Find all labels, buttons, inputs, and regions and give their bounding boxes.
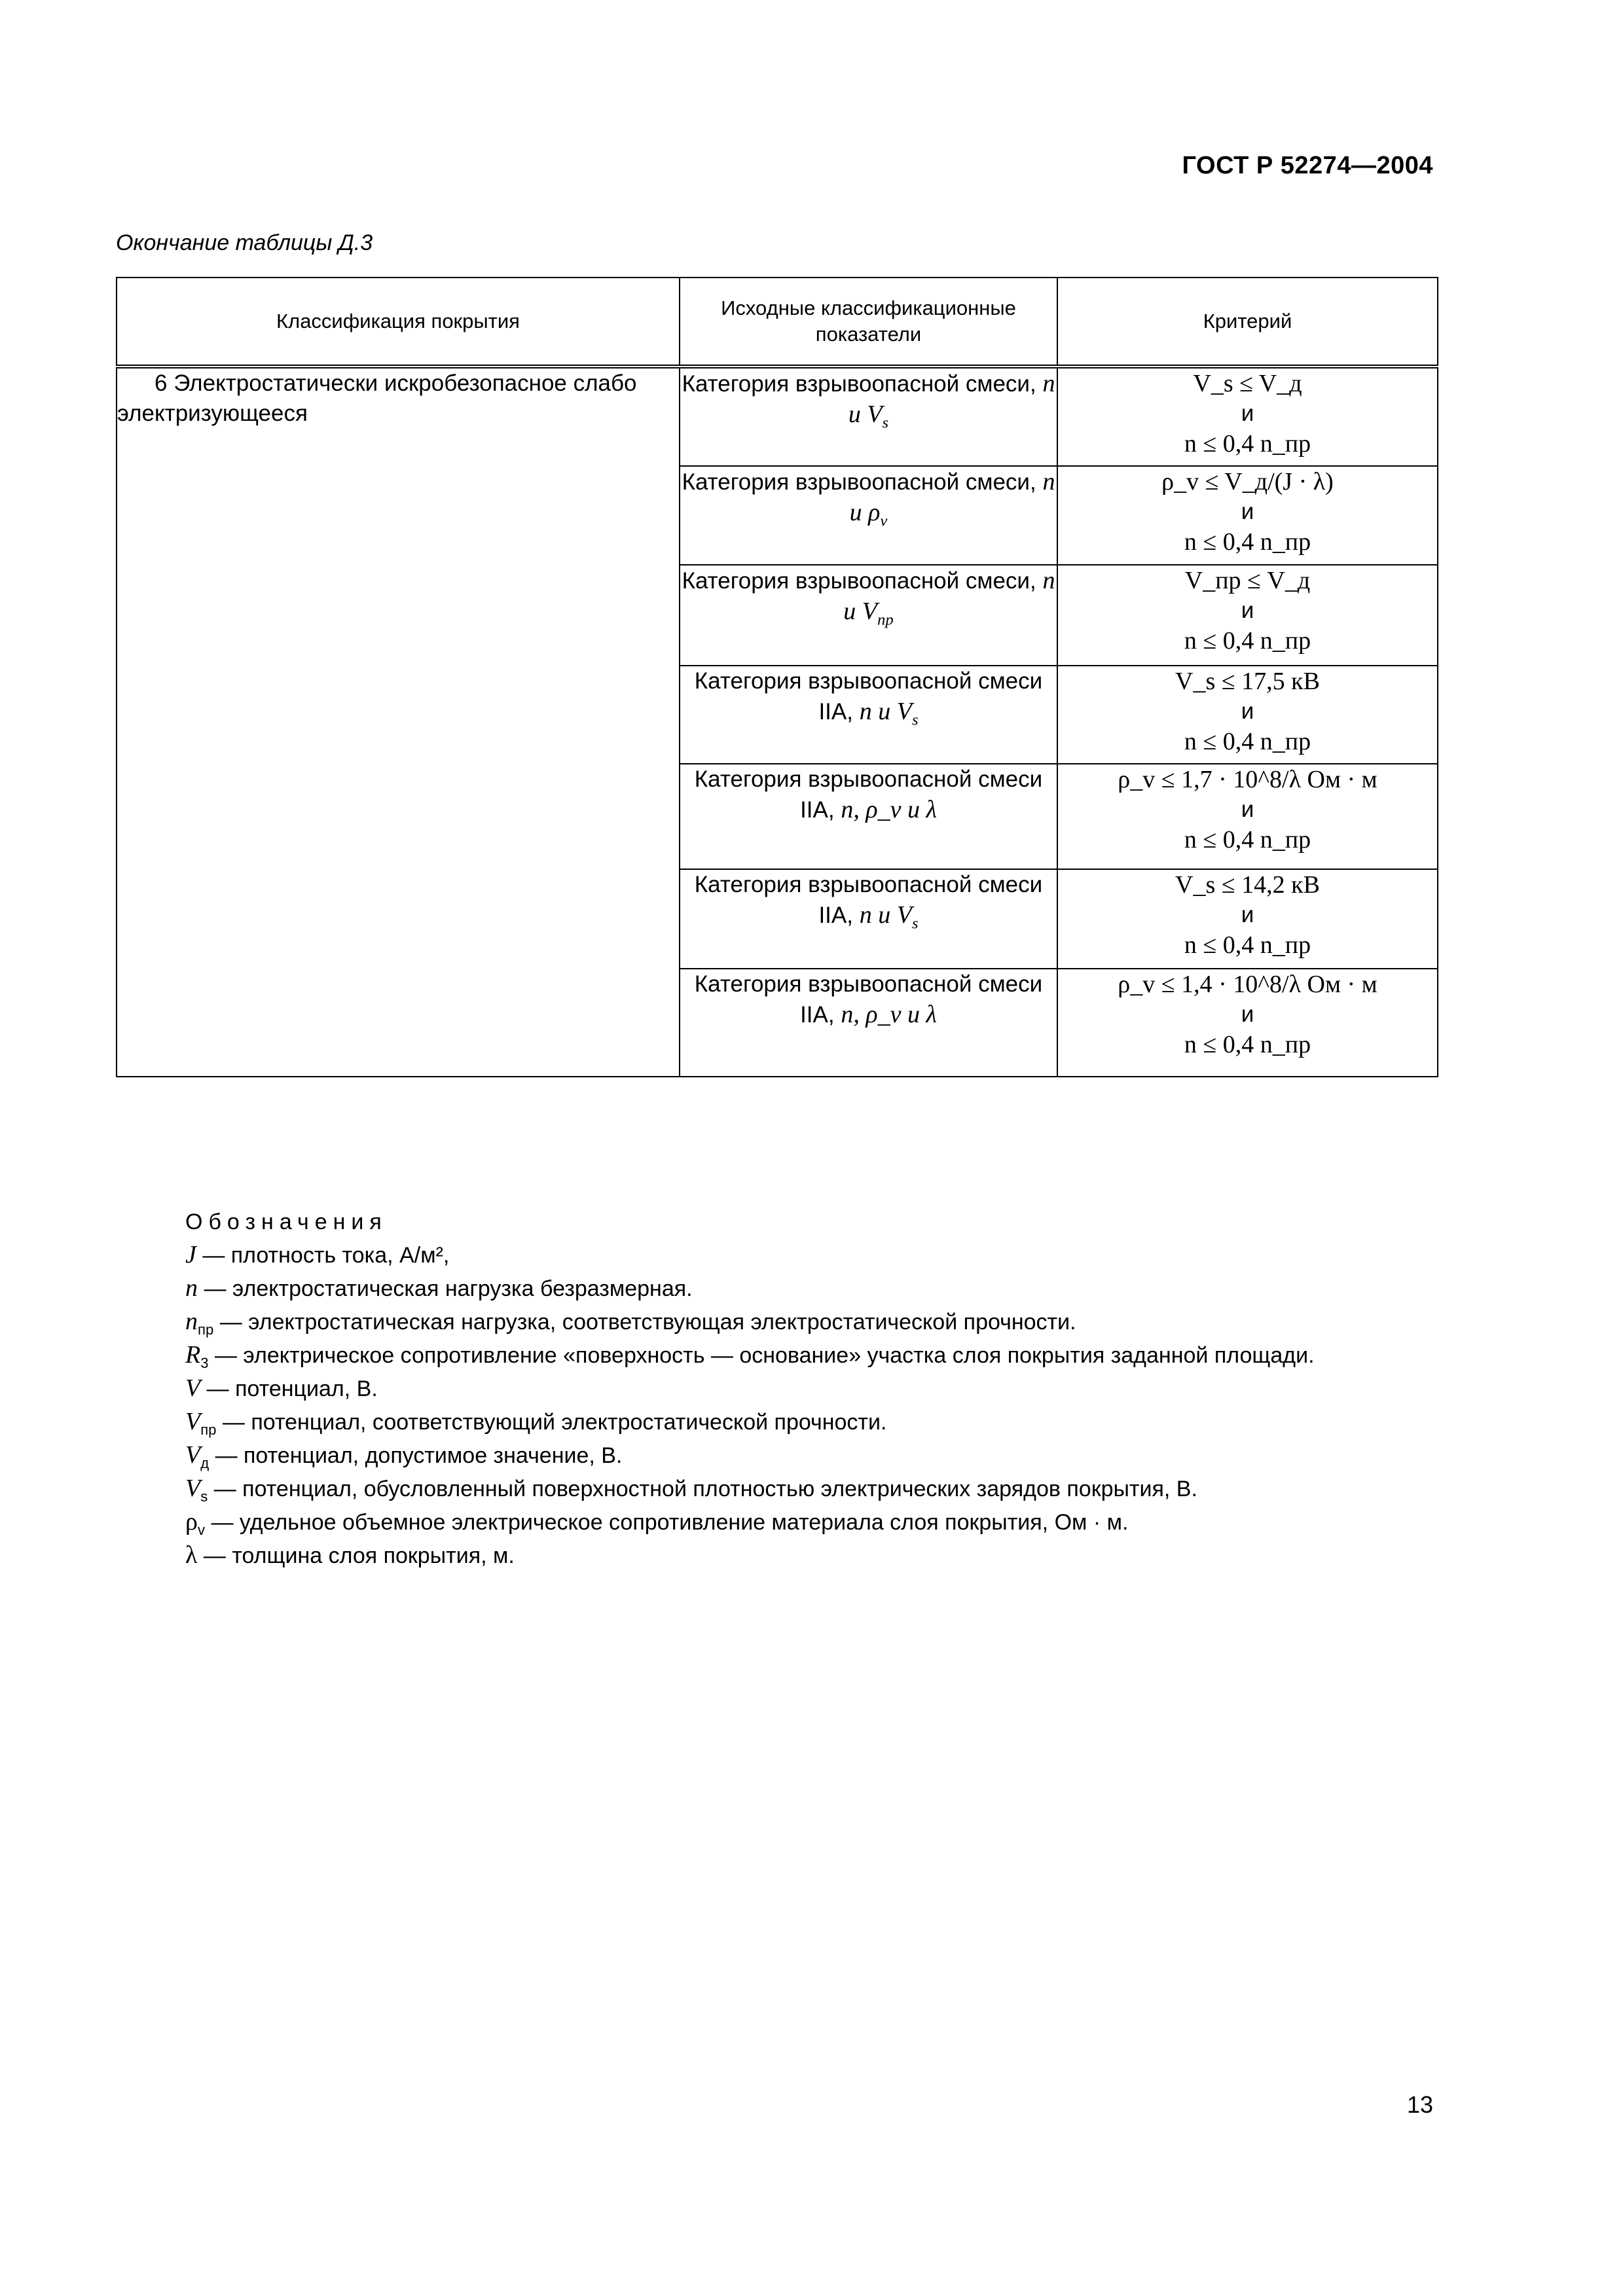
criterion-and: и bbox=[1241, 797, 1254, 822]
header-source-indicators: Исходные классификационные показатели bbox=[680, 278, 1057, 367]
source-text: Категория взрывоопасной смеси IIA, bbox=[694, 668, 1043, 725]
criterion-formula: ρ_v ≤ 1,7 · 10^8/λ Ом · м bbox=[1118, 766, 1377, 793]
source-cell bbox=[680, 869, 1057, 969]
notation-item: n — электростатическая нагрузка безразмерная. bbox=[185, 1274, 693, 1302]
notation-item: J — плотность тока, А/м², bbox=[185, 1241, 450, 1268]
notation-list bbox=[185, 1206, 1315, 1572]
source-vars: n и $V_s$ bbox=[859, 901, 919, 933]
source-cell bbox=[680, 466, 1057, 565]
source-cell bbox=[680, 367, 1057, 466]
notation-item: $R_3$ — электрическое сопротивление «поверхность — основание» участка слоя покрытия заданной площади. bbox=[185, 1341, 1315, 1371]
source-text: Категория взрывоопасной смеси, bbox=[682, 371, 1036, 397]
criterion-formula: ρ_v ≤ 1,4 · 10^8/λ Ом · м bbox=[1118, 971, 1377, 998]
criterion-and: и bbox=[1241, 499, 1254, 524]
source-vars: n и $\rho_v$ bbox=[849, 468, 1055, 530]
criterion-cell bbox=[1057, 666, 1438, 764]
source-vars: n, ρ_v и λ bbox=[841, 796, 937, 823]
notation-item: V — потенциал, В. bbox=[185, 1374, 378, 1402]
criterion-load: n ≤ 0,4 n_пр bbox=[1184, 728, 1311, 755]
criterion-cell bbox=[1057, 466, 1438, 565]
criterion-cell bbox=[1057, 764, 1438, 869]
criterion-and: и bbox=[1241, 698, 1254, 724]
notation-item: λ — толщина слоя покрытия, м. bbox=[185, 1541, 515, 1569]
criterion-load: n ≤ 0,4 n_пр bbox=[1184, 627, 1311, 655]
criterion-and: и bbox=[1241, 598, 1254, 623]
source-text: Категория взрывоопасной смеси IIA, bbox=[694, 766, 1043, 823]
notation-item: $V_{пр}$ — потенциал, соответствующий электростатической прочности. bbox=[185, 1408, 887, 1438]
criterion-and: и bbox=[1241, 1001, 1254, 1027]
source-vars: n, ρ_v и λ bbox=[841, 1001, 937, 1028]
page-number: 13 bbox=[1406, 2091, 1433, 2118]
notation-item: $V_д$ — потенциал, допустимое значение, В. bbox=[185, 1441, 623, 1471]
notation-item: $n_{пр}$ — электростатическая нагрузка, соответствующая электростатической прочности. bbox=[185, 1308, 1076, 1338]
criterion-cell bbox=[1057, 367, 1438, 466]
criterion-and: и bbox=[1241, 902, 1254, 927]
criterion-formula: V_s ≤ V_д bbox=[1193, 370, 1302, 397]
notation-item: $V_s$ — потенциал, обусловленный поверхностной плотностью электрических зарядов покрытия, В. bbox=[185, 1475, 1197, 1505]
source-text: Категория взрывоопасной смеси IIA, bbox=[694, 971, 1043, 1028]
source-text: Категория взрывоопасной смеси, bbox=[682, 469, 1036, 495]
source-cell bbox=[680, 565, 1057, 666]
source-cell bbox=[680, 969, 1057, 1077]
table-caption: Окончание таблицы Д.3 bbox=[116, 230, 373, 255]
document-id: ГОСТ Р 52274—2004 bbox=[1182, 152, 1433, 179]
criterion-load: n ≤ 0,4 n_пр bbox=[1184, 528, 1311, 556]
notation-title: Обозначения bbox=[185, 1210, 388, 1234]
table-row bbox=[117, 367, 1438, 466]
criterion-cell bbox=[1057, 969, 1438, 1077]
criterion-cell bbox=[1057, 565, 1438, 666]
header-criterion: Критерий bbox=[1057, 278, 1438, 367]
criterion-formula: ρ_v ≤ V_д/(J · λ) bbox=[1161, 468, 1334, 495]
source-text: Категория взрывоопасной смеси IIA, bbox=[694, 872, 1043, 928]
source-cell bbox=[680, 764, 1057, 869]
criterion-load: n ≤ 0,4 n_пр bbox=[1184, 826, 1311, 853]
source-vars: n и $V_s$ bbox=[848, 370, 1055, 432]
source-vars: n и $V_{пр}$ bbox=[843, 567, 1055, 629]
criterion-cell bbox=[1057, 869, 1438, 969]
classification-cell: 6 Электростатически искробезопасное слабо электризующееся bbox=[117, 367, 680, 1077]
notation-item: $\rho_v$ — удельное объемное электрическое сопротивление материала слоя покрытия, Ом · м. bbox=[185, 1508, 1129, 1538]
source-vars: n и $V_s$ bbox=[859, 698, 919, 729]
criterion-load: n ≤ 0,4 n_пр bbox=[1184, 931, 1311, 959]
classification-table bbox=[116, 277, 1438, 1077]
criterion-formula: V_s ≤ 17,5 кВ bbox=[1175, 668, 1320, 695]
criterion-load: n ≤ 0,4 n_пр bbox=[1184, 1031, 1311, 1058]
criterion-formula: V_пр ≤ V_д bbox=[1184, 567, 1311, 594]
header-classification: Классификация покрытия bbox=[117, 278, 680, 367]
criterion-load: n ≤ 0,4 n_пр bbox=[1184, 430, 1311, 457]
source-cell bbox=[680, 666, 1057, 764]
source-text: Категория взрывоопасной смеси, bbox=[682, 568, 1036, 594]
criterion-formula: V_s ≤ 14,2 кВ bbox=[1175, 871, 1320, 899]
criterion-and: и bbox=[1241, 401, 1254, 426]
table-header-row bbox=[117, 278, 1438, 367]
